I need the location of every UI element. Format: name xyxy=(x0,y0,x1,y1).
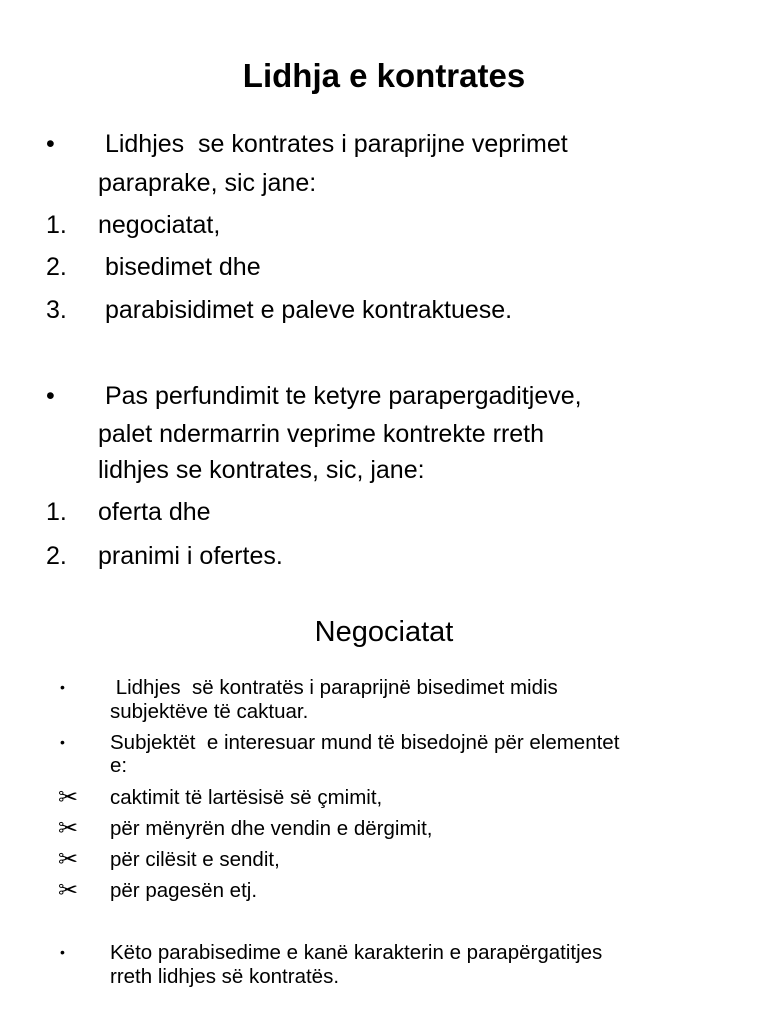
number-marker: 3. xyxy=(46,296,67,324)
bullet-line: subjektëve të caktuar. xyxy=(110,700,309,723)
bullet-marker: • xyxy=(60,679,65,695)
bullet-marker: • xyxy=(60,944,65,960)
number-marker: 1. xyxy=(46,498,67,526)
bullet-line: rreth lidhjes së kontratës. xyxy=(110,965,340,988)
scissors-icon: ✂ xyxy=(58,877,79,904)
numbered-item-text: parabisidimet e paleve kontraktuese. xyxy=(98,296,513,324)
bullet-marker: • xyxy=(60,734,65,750)
bullet-line: Subjektët e interesuar mund të bisedojnë për elementet xyxy=(110,731,620,754)
scissor-item-text: për cilësit e sendit, xyxy=(110,848,280,871)
bullet-line: Lidhjes se kontrates i paraprijne veprimet xyxy=(98,130,568,158)
number-marker: 2. xyxy=(46,542,67,570)
slide-1-title: Lidhja e kontrates xyxy=(242,57,526,94)
numbered-item-text: bisedimet dhe xyxy=(98,253,261,281)
bullet-marker: • xyxy=(46,130,55,158)
bullet-line: Pas perfundimit te ketyre parapergaditjeve, xyxy=(98,382,582,410)
slide-2-title: Negociatat xyxy=(314,616,454,648)
bullet-line: lidhjes se kontrates, sic, jane: xyxy=(98,456,425,484)
number-marker: 1. xyxy=(46,211,67,239)
bullet-line: palet ndermarrin veprime kontrekte rreth xyxy=(98,420,545,448)
scissor-item-text: për pagesën etj. xyxy=(110,879,258,902)
bullet-line: paraprake, sic jane: xyxy=(98,169,317,197)
numbered-item-text: oferta dhe xyxy=(98,498,211,526)
bullet-marker: • xyxy=(46,382,55,410)
bullet-line: e: xyxy=(110,754,128,777)
number-marker: 2. xyxy=(46,253,67,281)
scissors-icon: ✂ xyxy=(58,846,79,873)
scissors-icon: ✂ xyxy=(58,815,79,842)
scissor-item-text: për mënyrën dhe vendin e dërgimit, xyxy=(110,817,433,840)
bullet-line: Këto parabisedime e kanë karakterin e parapërgatitjes xyxy=(110,941,603,964)
numbered-item-text: pranimi i ofertes. xyxy=(98,542,283,570)
scissor-item-text: caktimit të lartësisë së çmimit, xyxy=(110,786,383,809)
scissors-icon: ✂ xyxy=(58,784,79,811)
numbered-item-text: negociatat, xyxy=(98,211,221,239)
bullet-line: Lidhjes së kontratës i paraprijnë bisedimet midis xyxy=(110,676,558,699)
